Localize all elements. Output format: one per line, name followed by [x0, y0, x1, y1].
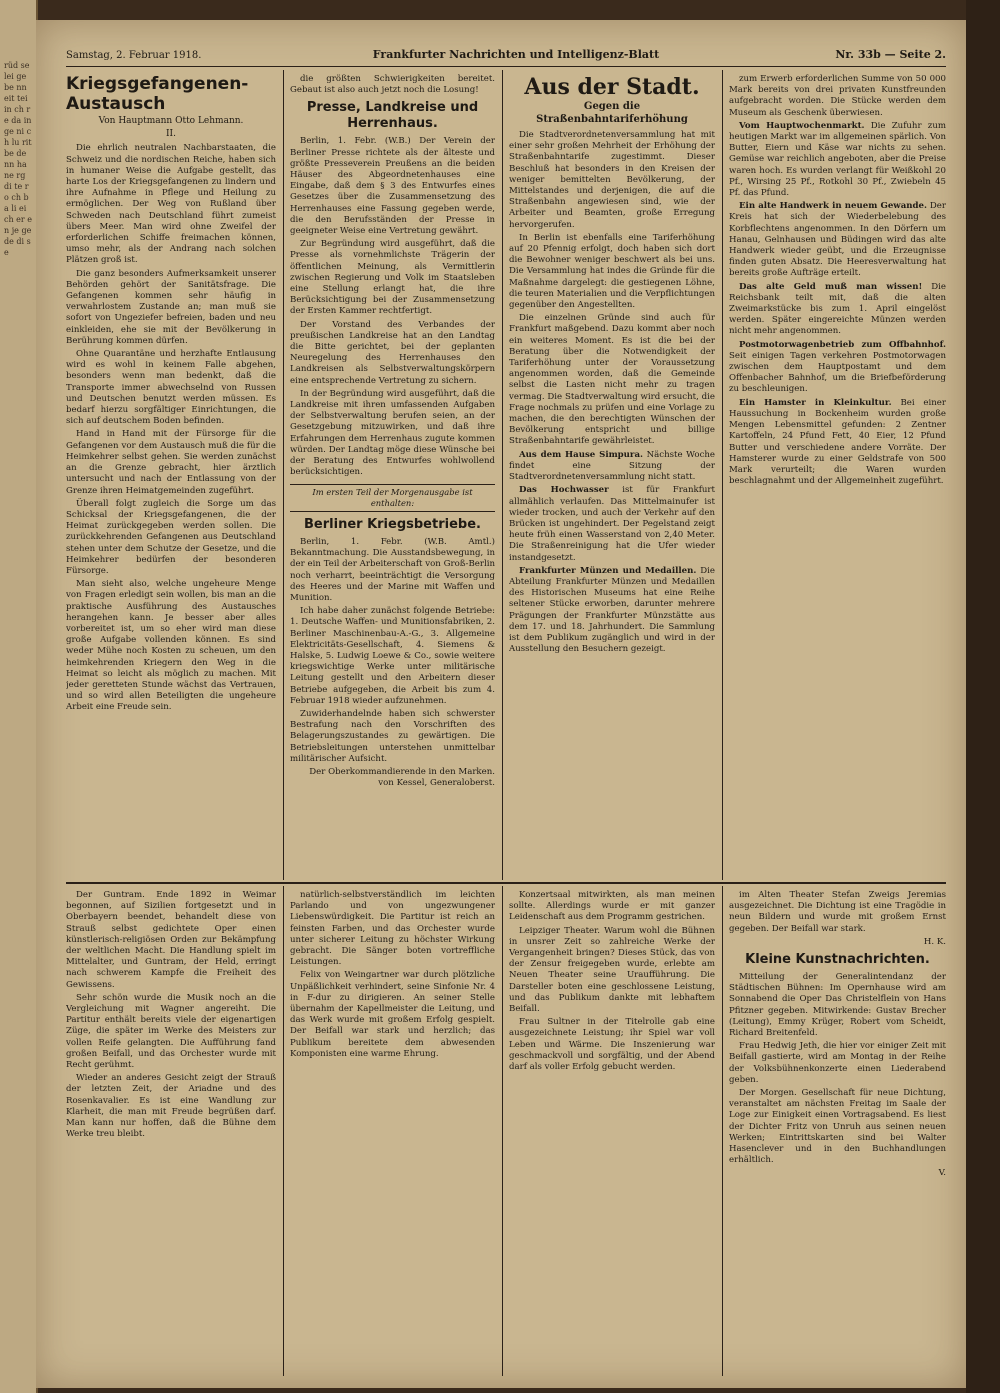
- paragraph: Leipziger Theater. Warum wohl die Bühnen in unsrer Zeit so zahlreiche Werke der Vergangenheit bringen? Dieses Stück, das von der Zensur freigegeben wurde, erlebte am Neuen Theater seine Uraufführung. Die Darsteller boten eine geschlossene Leistung, und das Publikum dankte mit lebhaftem Beifall.: [509, 925, 715, 1015]
- masthead-date: Samstag, 2. Februar 1918.: [66, 50, 202, 61]
- masthead: [66, 46, 946, 67]
- edition-note: Im ersten Teil der Morgenausgabe ist enthalten:: [290, 484, 495, 512]
- paragraph: Frau Sultner in der Titelrolle gab eine ausgezeichnete Leistung; ihr Spiel war voll Leben und Wärme. Die Inszenierung war geschmackvoll und sorgfältig, und der Abend darf als voller Erfolg gebucht werden.: [509, 1017, 715, 1073]
- column-rule: [283, 70, 284, 880]
- adjacent-page-text: rüd se lei ge be nn eit tei in ch re da in ge ni ch lu rit be de nn ha ne rg di te ro ch ba li ei ch er en je ge de di se: [4, 61, 33, 257]
- notice-title: Ein Hamster in Kleinkultur.: [739, 397, 892, 408]
- notice-text: ist für Frankfurt allmählich verlaufen. Das Mittelmainufer ist wieder trocken, und auch der Verkehr auf den Brücken ist ungehindert. Der Pegelstand zeigt heute früh einen Wasserstand von 2,40 Meter. Die Straßenreinigung hat die Ufer wieder instandgesetzt.: [509, 485, 715, 563]
- paragraph: Sehr schön wurde die Musik noch an die Vergleichung mit Wagner angereiht. Die Partitur enthält bereits viele der eigenartigen Züge, die später im Werke des Meisters zur vollen Reife gelangten. Die Aufführung fand großen Beifall, und das Orchester wurde mit Recht gerühmt.: [66, 992, 276, 1071]
- notice-text: Die Abteilung Frankfurter Münzen und Medaillen des Historischen Museums hat eine Reihe seltener Stücke erworben, darunter mehrere Prägungen der Frankfurter Münzstätte aus dem 17. und 18. Jahrhundert. Die Sammlung ist dem Publikum zugänglich und wird in der Ausstellung den Besuchern gezeigt.: [509, 565, 715, 655]
- notice: [509, 485, 715, 563]
- notice: [729, 201, 946, 279]
- feuilleton-col-4: [729, 890, 946, 1376]
- paragraph: Die einzelnen Gründe sind auch für Frankfurt maßgebend. Dazu kommt aber noch ein weiteres Moment. Es ist die bei der Beratung über die Notwendigkeit der Tariferhöhung unter der Voraussetzung angenommen worden, daß die Gemeinde selbst die Lasten nicht mehr zu tragen vermag. Die Stadtverwaltung wird ersucht, die Frage nochmals zu prüfen und eine Vorlage zu machen, die den berechtigten Wünschen der Bevölkerung entspricht und billige Straßenbahntarife gewährleistet.: [509, 313, 715, 447]
- notice-text: Bei einer Haussuchung in Bockenheim wurden große Mengen Lebensmittel gefunden: 2 Zentner Kartoffeln, 24 Pfund Fett, 40 Eier, 12 Pfund Butter und verschiedene andere Vorräte. Der Hamsterer wurde zu einer Geldstrafe von 500 Mark verurteilt; die Waren wurden beschlagnahmt und der Allgemeinheit zugeführt.: [729, 397, 946, 487]
- feuilleton-col-3: [509, 890, 715, 1376]
- paragraph: Überall folgt zugleich die Sorge um das Schicksal der Kriegsgefangenen, die der Heimat zurückgegeben werden sollen. Die zurückkehrenden Gefangenen aus Deutschland stehen unter dem Schutze der Gesetze, und die Heimkehrer bedürfen der besonderen Fürsorge.: [66, 498, 276, 576]
- article-prisoner-exchange: [66, 74, 276, 880]
- notice: [729, 340, 946, 396]
- notice: [729, 398, 946, 488]
- paragraph: Man sieht also, welche ungeheure Menge von Fragen erledigt sein wollen, bis man an die praktische Ausführung des Austausches herangehen kann. Je besser aber alles vorbereitet ist, um so eher wird man diese große Aufgabe vollenden können. Es sind weder Mühe noch Kosten zu scheuen, um den heimkehrenden Kriegern den Weg in die Heimat so leicht als möglich zu machen. Mit jeder geretteten Stunde wächst das Vertrauen, und so wird allen Beteiligten die ungeheure Arbeit eine Freude sein.: [66, 579, 276, 713]
- paragraph: Felix von Weingartner war durch plötzliche Unpäßlichkeit verhindert, seine Sinfonie Nr. 4 in F-dur zu dirigieren. An seiner Stelle übernahm der Kapellmeister die Leitung, und das Werk wurde mit großem Erfolg gespielt. Der Beifall war stark und herzlich; das Publikum bereitete dem abwesenden Komponisten eine warme Ehrung.: [290, 970, 495, 1059]
- notice-title: Das alte Geld muß man wissen!: [739, 281, 923, 292]
- paragraph: die größten Schwierigkeiten bereitet. Gebaut ist also auch jetzt noch die Losung!: [290, 74, 495, 96]
- paragraph: Der Vorstand des Verbandes der preußischen Landkreise hat an den Landtag die Bitte gerichtet, bei der geplanten Neuregelung des Herrenhauses den Landkreisen als Selbstverwaltungskörpern eine entsprechende Vertretung zu sichern.: [290, 319, 495, 386]
- article-town: [509, 74, 715, 880]
- signature: Der Oberkommandierende in den Marken. von Kessel, Generaloberst.: [309, 766, 495, 789]
- notice-title: Das Hochwasser: [519, 485, 609, 496]
- paragraph: Die Stadtverordnetenversammlung hat mit einer sehr großen Mehrheit der Erhöhung der Straßenbahntarife zugestimmt. Dieser Beschluß hat besonders in den Kreisen der weniger bemittelten Bevölkerung, der Mittelstandes und derjenigen, die auf die Straßenbahn angewiesen sind, wie der Arbeiter und Beamten, große Erregung hervorgerufen.: [509, 130, 715, 230]
- author-initials: V.: [938, 1168, 946, 1179]
- art-news-item: Der Morgen. Gesellschaft für neue Dichtung, veranstaltet am nächsten Freitag im Saale der Loge zur Einigkeit einen Vortragsabend. Es liest der Dichter Fritz von Unruh aus seinen neuen Werken; Eintrittskarten sind bei Walter Hasenclever und in den Buchhandlungen erhältlich.: [729, 1088, 946, 1166]
- paragraph: Ich habe daher zunächst folgende Betriebe: 1. Deutsche Waffen- und Munitionsfabriken, 2. Berliner Maschinenbau-A.-G., 3. Allgemeine Elektricitäts-Gesellschaft, 4. Siemens & Halske, 5. Ludwig Loewe & Co., sowie weitere kriegswichtige Werke unter militärische Leitung gestellt und den Arbeitern dieser Betriebe aufgegeben, die Arbeit bis zum 4. Februar 1918 wieder aufzunehmen.: [290, 606, 495, 706]
- adjacent-page-strip: [0, 0, 38, 1393]
- report-title: Berliner Kriegsbetriebe.: [304, 516, 481, 532]
- article-subtitle: Gegen die Straßenbahntariferhöhung: [536, 101, 688, 125]
- book-edge: [966, 0, 1000, 1393]
- notice-title: Vom Hauptwochenmarkt.: [739, 120, 865, 131]
- paragraph: In Berlin ist ebenfalls eine Tariferhöhung auf 20 Pfennig erfolgt, doch haben sich dort die Bewohner weniger beschwert als bei uns. Die Versammlung hat indes die Gründe für die Maßnahme dargelegt: die gestiegenen Löhne, die teuren Materialien und die Verpflichtungen gegenüber den Angestellten.: [509, 232, 715, 311]
- notice-text: Der Kreis hat sich der Wiederbelebung des Korbflechtens angenommen. In den Dörfern um Hanau, Gelnhausen und Büdingen wird das alte Handwerk wieder geübt, und die Erzeugnisse finden guten Absatz. Die Heeresverwaltung hat bereits große Aufträge erteilt.: [729, 201, 946, 279]
- column-rule: [283, 886, 284, 1376]
- notice: [729, 121, 946, 199]
- paragraph: natürlich-selbstverständlich im leichten Parlando und von ungezwungener Liebenswürdigkeit. Die Partitur ist reich an feinsten Farben, und das Orchester wurde unter sicherer Leitung zu höchster Wirkung gebracht. Die Sänger boten vortreffliche Leistungen.: [290, 890, 495, 968]
- paragraph: Berlin, 1. Febr. (W.B.) Der Verein der Berliner Presse richtete als der älteste und größte Presseverein Preußens an die beiden Häuser des Abgeordnetenhauses eine Eingabe, daß dem § 3 des Entwurfes eines Gesetzes über die Zusammensetzung des Herrenhauses eine Fassung gegeben werde, die den Berufsständen der Presse in geeigneter Weise eine Vertretung gewährt.: [290, 136, 495, 237]
- art-news-item: Mitteilung der Generalintendanz der Städtischen Bühnen: Im Opernhause wird am Sonnabend die Oper Das Christelflein von Hans Pfitzner gegeben. Mitwirkende: Gustav Brecher (Leitung), Emmy Krüger, Robert vom Scheidt, Richard Breitenfeld.: [729, 972, 946, 1039]
- art-news-item: Frau Hedwig Jeth, die hier vor einiger Zeit mit Beifall gastierte, wird am Montag in der Reihe der Volksbühnenkonzerte einen Liederabend geben.: [729, 1041, 946, 1085]
- column-rule: [722, 886, 723, 1376]
- newspaper-page: [36, 20, 966, 1388]
- paragraph: In der Begründung wird ausgeführt, daß die Landkreise mit ihren umfassenden Aufgaben der Selbstverwaltung berufen seien, an der Gesetzgebung mitzuwirken, und daß ihre Erfahrungen dem Herrenhaus zugute kommen würden. Der Landtag möge diese Wünsche bei der Beratung des Entwurfes wohlwollend berücksichtigen.: [290, 388, 495, 478]
- paragraph: Hand in Hand mit der Fürsorge für die Gefangenen vor dem Austausch muß die für die Heimkehrer selbst gehen. Sie werden zunächst an die Grenze gebracht, hier ärztlich untersucht und nach der Entlassung von der Grenze ihren Heimatgemeinden zugeführt.: [66, 429, 276, 496]
- column-rule: [502, 70, 503, 880]
- paragraph: Zur Begründung wird ausgeführt, daß die Presse als vornehmlichste Trägerin der öffentlichen Meinung, als Vermittlerin zwischen Regierung und Volk im Staatsleben eine Stellung erlangt hat, die ihre Berücksichtigung bei der Zusammensetzung der Ersten Kammer rechtfertigt.: [290, 239, 495, 317]
- paragraph: Die ehrlich neutralen Nachbarstaaten, die Schweiz und die nordischen Reiche, haben sich in humaner Weise die Aufgabe gestellt, das harte Los der Kriegsgefangenen zu lindern und ihre Aufnahme in Pflege und Heilung zu ermöglichen. Der Weg von Rußland über Schweden nach Deutschland führt zumeist übers Meer. Man wird ohne Zweifel der erforderlichen Schiffe freimachen können, umso mehr, als der Andrang nach solchen Plätzen groß ist.: [66, 143, 276, 266]
- author-initials: H. K.: [923, 936, 946, 947]
- notice-text: Seit einigen Tagen verkehren Postmotorwagen zwischen dem Hauptpostamt und dem Offenbacher Bahnhof, um die Briefbeförderung zu beschleunigen.: [729, 350, 946, 395]
- notice: [509, 450, 715, 484]
- paragraph: zum Erwerb erforderlichen Summe von 50 000 Mark bereits von drei privaten Kunstfreunden aufgebracht worden. Die Stücke werden dem Museum als Geschenk überwiesen.: [729, 74, 946, 118]
- feuilleton-col-1: [66, 890, 276, 1376]
- column-rule: [502, 886, 503, 1376]
- paragraph: im Alten Theater Stefan Zweigs Jeremias ausgezeichnet. Die Dichtung ist eine Tragödie in neun Bildern und wurde mit großem Ernst gegeben. Der Beifall war stark.: [729, 890, 946, 934]
- notice-text: Nächste Woche findet eine Sitzung der Stadtverordnetenversammlung nicht statt.: [509, 449, 715, 483]
- section-rule: [66, 882, 946, 884]
- notice-text: Die Zufuhr zum heutigen Markt war im allgemeinen spärlich. Von Butter, Eiern und Käse war nichts zu sehen. Gemüse war reichlich angeboten, aber die Preise waren hoch. Es wurden verlangt für Weißkohl 20 Pf., Wirsing 25 Pf., Rotkohl 30 Pf., Zwiebeln 45 Pf. das Pfund.: [729, 120, 946, 199]
- column-rule: [722, 70, 723, 880]
- paragraph: Der Guntram. Ende 1892 in Weimar begonnen, auf Sizilien fortgesetzt und in Oberbayern beendet, behandelt diese von Strauß selbst gedichtete Oper einen künstlerisch-religiösen Orden zur Bekämpfung der weltlichen Macht. Die Handlung spielt im Mittelalter, und Guntram, der Held, erringt nach schwerem Kampfe die Freiheit des Gewissens.: [66, 890, 276, 990]
- paragraph: Die ganz besonders Aufmerksamkeit unserer Behörden gehört der Sanitätsfrage. Die Gefangenen kommen sehr häufig in verwahrlostem Zustande an; man muß sie sofort von Ungeziefer befreien, baden und neu einkleiden, ehe sie mit der Bevölkerung in Berührung kommen dürfen.: [66, 268, 276, 346]
- masthead-paper: Frankfurter Nachrichten und Intelligenz-Blatt: [372, 48, 660, 61]
- masthead-page: Nr. 33b — Seite 2.: [835, 48, 946, 61]
- local-notices: [729, 74, 946, 880]
- paragraph: Zuwiderhandelnde haben sich schwerster Bestrafung nach den Vorschriften des Belagerungszustandes zu gewärtigen. Die Betriebsleitungen unterstehen unmittelbar militärischer Aufsicht.: [290, 708, 495, 764]
- article-section-number: II.: [166, 129, 176, 140]
- notice-title: Aus dem Hause Simpura.: [519, 449, 644, 460]
- article-title: Presse, Landkreise und Herrenhaus.: [306, 100, 479, 132]
- article-title: Aus der Stadt.: [524, 74, 700, 100]
- notice: [729, 282, 946, 338]
- feuilleton-col-2: [290, 890, 495, 1376]
- paragraph: Berlin, 1. Febr. (W.B. Amtl.) Bekanntmachung. Die Ausstandsbewegung, in der ein Teil der Arbeiterschaft von Groß-Berlin noch verharrt, beeinträchtigt die Versorgung des Heeres und der Marine mit Waffen und Munition.: [290, 536, 495, 603]
- paragraph: Wieder an anderes Gesicht zeigt der Strauß der letzten Zeit, der Ariadne und des Rosenkavalier. Es ist eine Wandlung zur Klarheit, die man mit Freude begrüßen darf. Man kann nur hoffen, daß die Bühne dem Werke treu bleibt.: [66, 1073, 276, 1140]
- paragraph: Ohne Quarantäne und herzhafte Entlausung wird es wohl in keinem Falle abgehen, besonders wenn man bedenkt, daß die Transporte immer abwechselnd von Russen und Deutschen benutzt werden müssen. Es bedarf hierzu sorgfältiger Einrichtungen, die sich auf deutschem Boden befinden.: [66, 349, 276, 427]
- notice-title: Frankfurter Münzen und Medaillen.: [519, 565, 697, 576]
- notice: [509, 566, 715, 656]
- notice-title: Postmotorwagenbetrieb zum Offbahnhof.: [739, 339, 946, 350]
- paragraph: Konzertsaal mitwirkten, als man meinen sollte. Allerdings wurde er mit ganzer Leidenschaft aus dem Programm gestrichen.: [509, 890, 715, 923]
- section-title: Kleine Kunstnachrichten.: [745, 952, 930, 968]
- notice-title: Ein alte Handwerk in neuem Gewande.: [739, 201, 927, 212]
- article-title: Kriegsgefangenen-Austausch: [66, 74, 249, 114]
- notice-text: Die Reichsbank teilt mit, daß die alten Zweimarkstücke bis zum 1. April eingelöst werden. Später eingereichte Münzen werden nicht mehr angenommen.: [729, 281, 946, 337]
- article-press: [290, 74, 495, 880]
- article-author: Von Hauptmann Otto Lehmann.: [98, 116, 244, 126]
